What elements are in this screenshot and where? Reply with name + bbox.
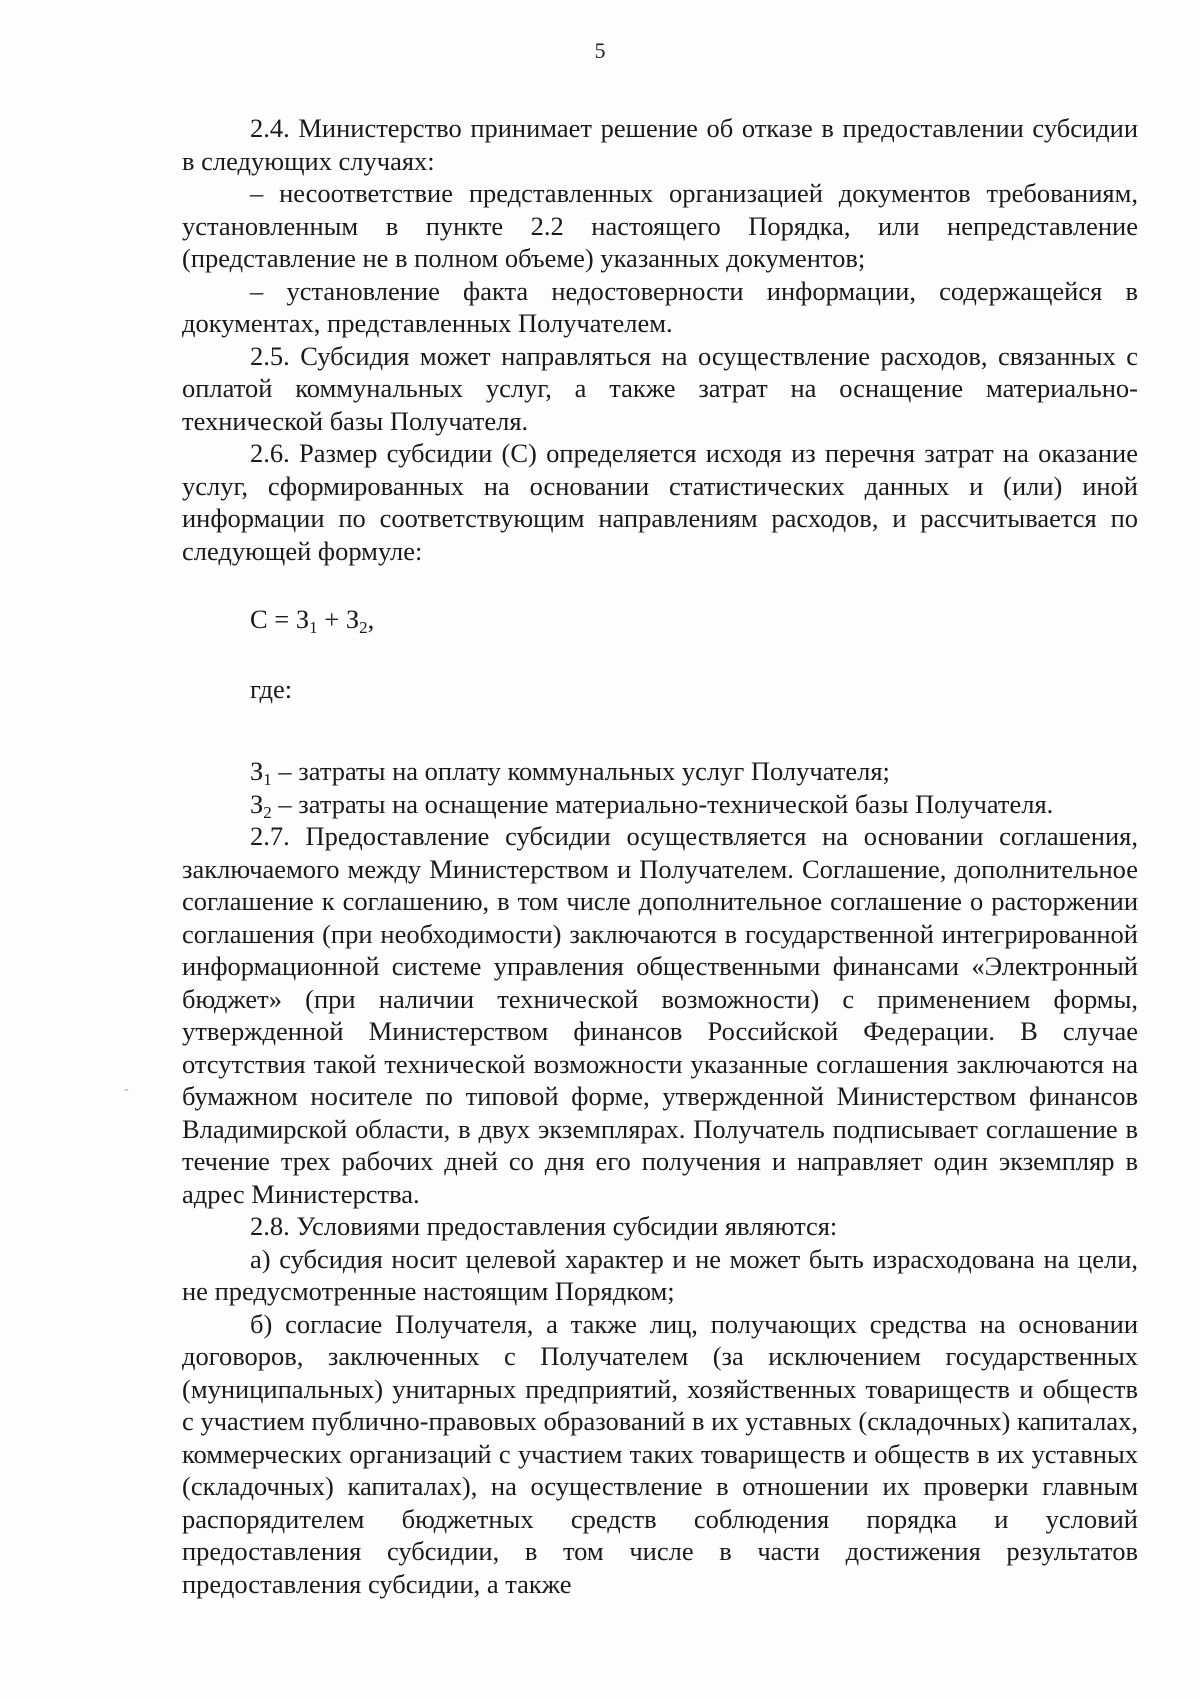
paragraph-2-8: 2.8. Условиями предоставления субсидии являются: <box>250 1211 838 1241</box>
paragraph-2-4-item-1: – несоответствие представленных организацией документов требованиям, установленным в пункте 2.2 настоящего Порядка, или непредставление (представление не в полном объеме) указанных документов; <box>182 178 1138 273</box>
paragraph-2-6: 2.6. Размер субсидии (С) определяется исходя из перечня затрат на оказание услуг, сформированных на основании статистических данных и (или) иной информации по соответствующим направлениям расходов, и рассчитывается по следующей формуле: <box>182 438 1138 566</box>
z2-letter: З <box>250 788 264 819</box>
z1-text: – затраты на оплату коммунальных услуг Получателя; <box>271 756 890 786</box>
z1-sub: 1 <box>263 770 272 789</box>
paragraph-2-8-a: а) субсидия носит целевой характер и не может быть израсходована на цели, не предусмотренные настоящим Порядком; <box>182 1243 1138 1306</box>
page-number: 5 <box>594 38 606 63</box>
paragraph-2-4: 2.4. Министерство принимает решение об отказе в предоставлении субсидии в следующих случаях: <box>182 113 1138 176</box>
document-body <box>182 112 1138 1600</box>
definition-z2 <box>182 788 1138 821</box>
z2-text: – затраты на оснащение материально-технической базы Получателя. <box>271 788 1054 819</box>
paragraph-2-8-b: б) согласие Получателя, а также лиц, получающих средства на основании договоров, заключенных с Получателем (за исключением государственных (муниципальных) унитарных предприятий, хозяйственных товариществ и обществ с участием публично-правовых образований в их уставных (складочных) капиталах, коммерческих организаций с участием таких товариществ и обществ в их уставных (складочных) капиталах), на осуществление в отношении их проверки главным распорядителем бюджетных средств соблюдения порядка и условий предоставления субсидии, в том числе в части достижения результатов предоставления субсидии, а также <box>182 1308 1138 1599</box>
formula-plus: + З <box>317 604 360 634</box>
subsidy-formula <box>250 603 1138 643</box>
formula-sub-1: 1 <box>309 618 318 637</box>
paragraph-2-7: 2.7. Предоставление субсидии осуществляется на основании соглашения, заключаемого между Министерством и Получателем. Соглашение, дополнительное соглашение к соглашению, в том числе дополнительное соглашение о расторжении соглашения (при необходимости) заключаются в государственной интегрированной информационной системе управления общественными финансами «Электронный бюджет» (при наличии технической возможности) с применением формы, утвержденной Министерством финансов Российской Федерации. В случае отсутствия такой технической возможности указанные соглашения заключаются на бумажном носителе по типовой форме, утвержденной Министерством финансов Владимирской области, в двух экземплярах. Получатель подписывает соглашение в течение трех рабочих дней со дня его получения и направляет один экземпляр в адрес Министерства. <box>182 821 1138 1209</box>
paragraph-2-5: 2.5. Субсидия может направляться на осуществление расходов, связанных с оплатой коммунальных услуг, а также затрат на оснащение материально-технической базы Получателя. <box>182 340 1138 436</box>
z1-letter: З <box>250 756 264 786</box>
formula-sub-2: 2 <box>359 618 368 637</box>
definition-z1 <box>182 755 1138 788</box>
formula-lhs: С = З <box>250 604 310 634</box>
z2-sub: 2 <box>263 802 272 822</box>
formula-tail: , <box>367 604 375 634</box>
scan-speck: - <box>124 1082 129 1097</box>
where-label: где: <box>250 674 293 704</box>
paragraph-2-4-item-2: – установление факта недостоверности информации, содержащейся в документах, представленных Получателем. <box>182 275 1138 338</box>
